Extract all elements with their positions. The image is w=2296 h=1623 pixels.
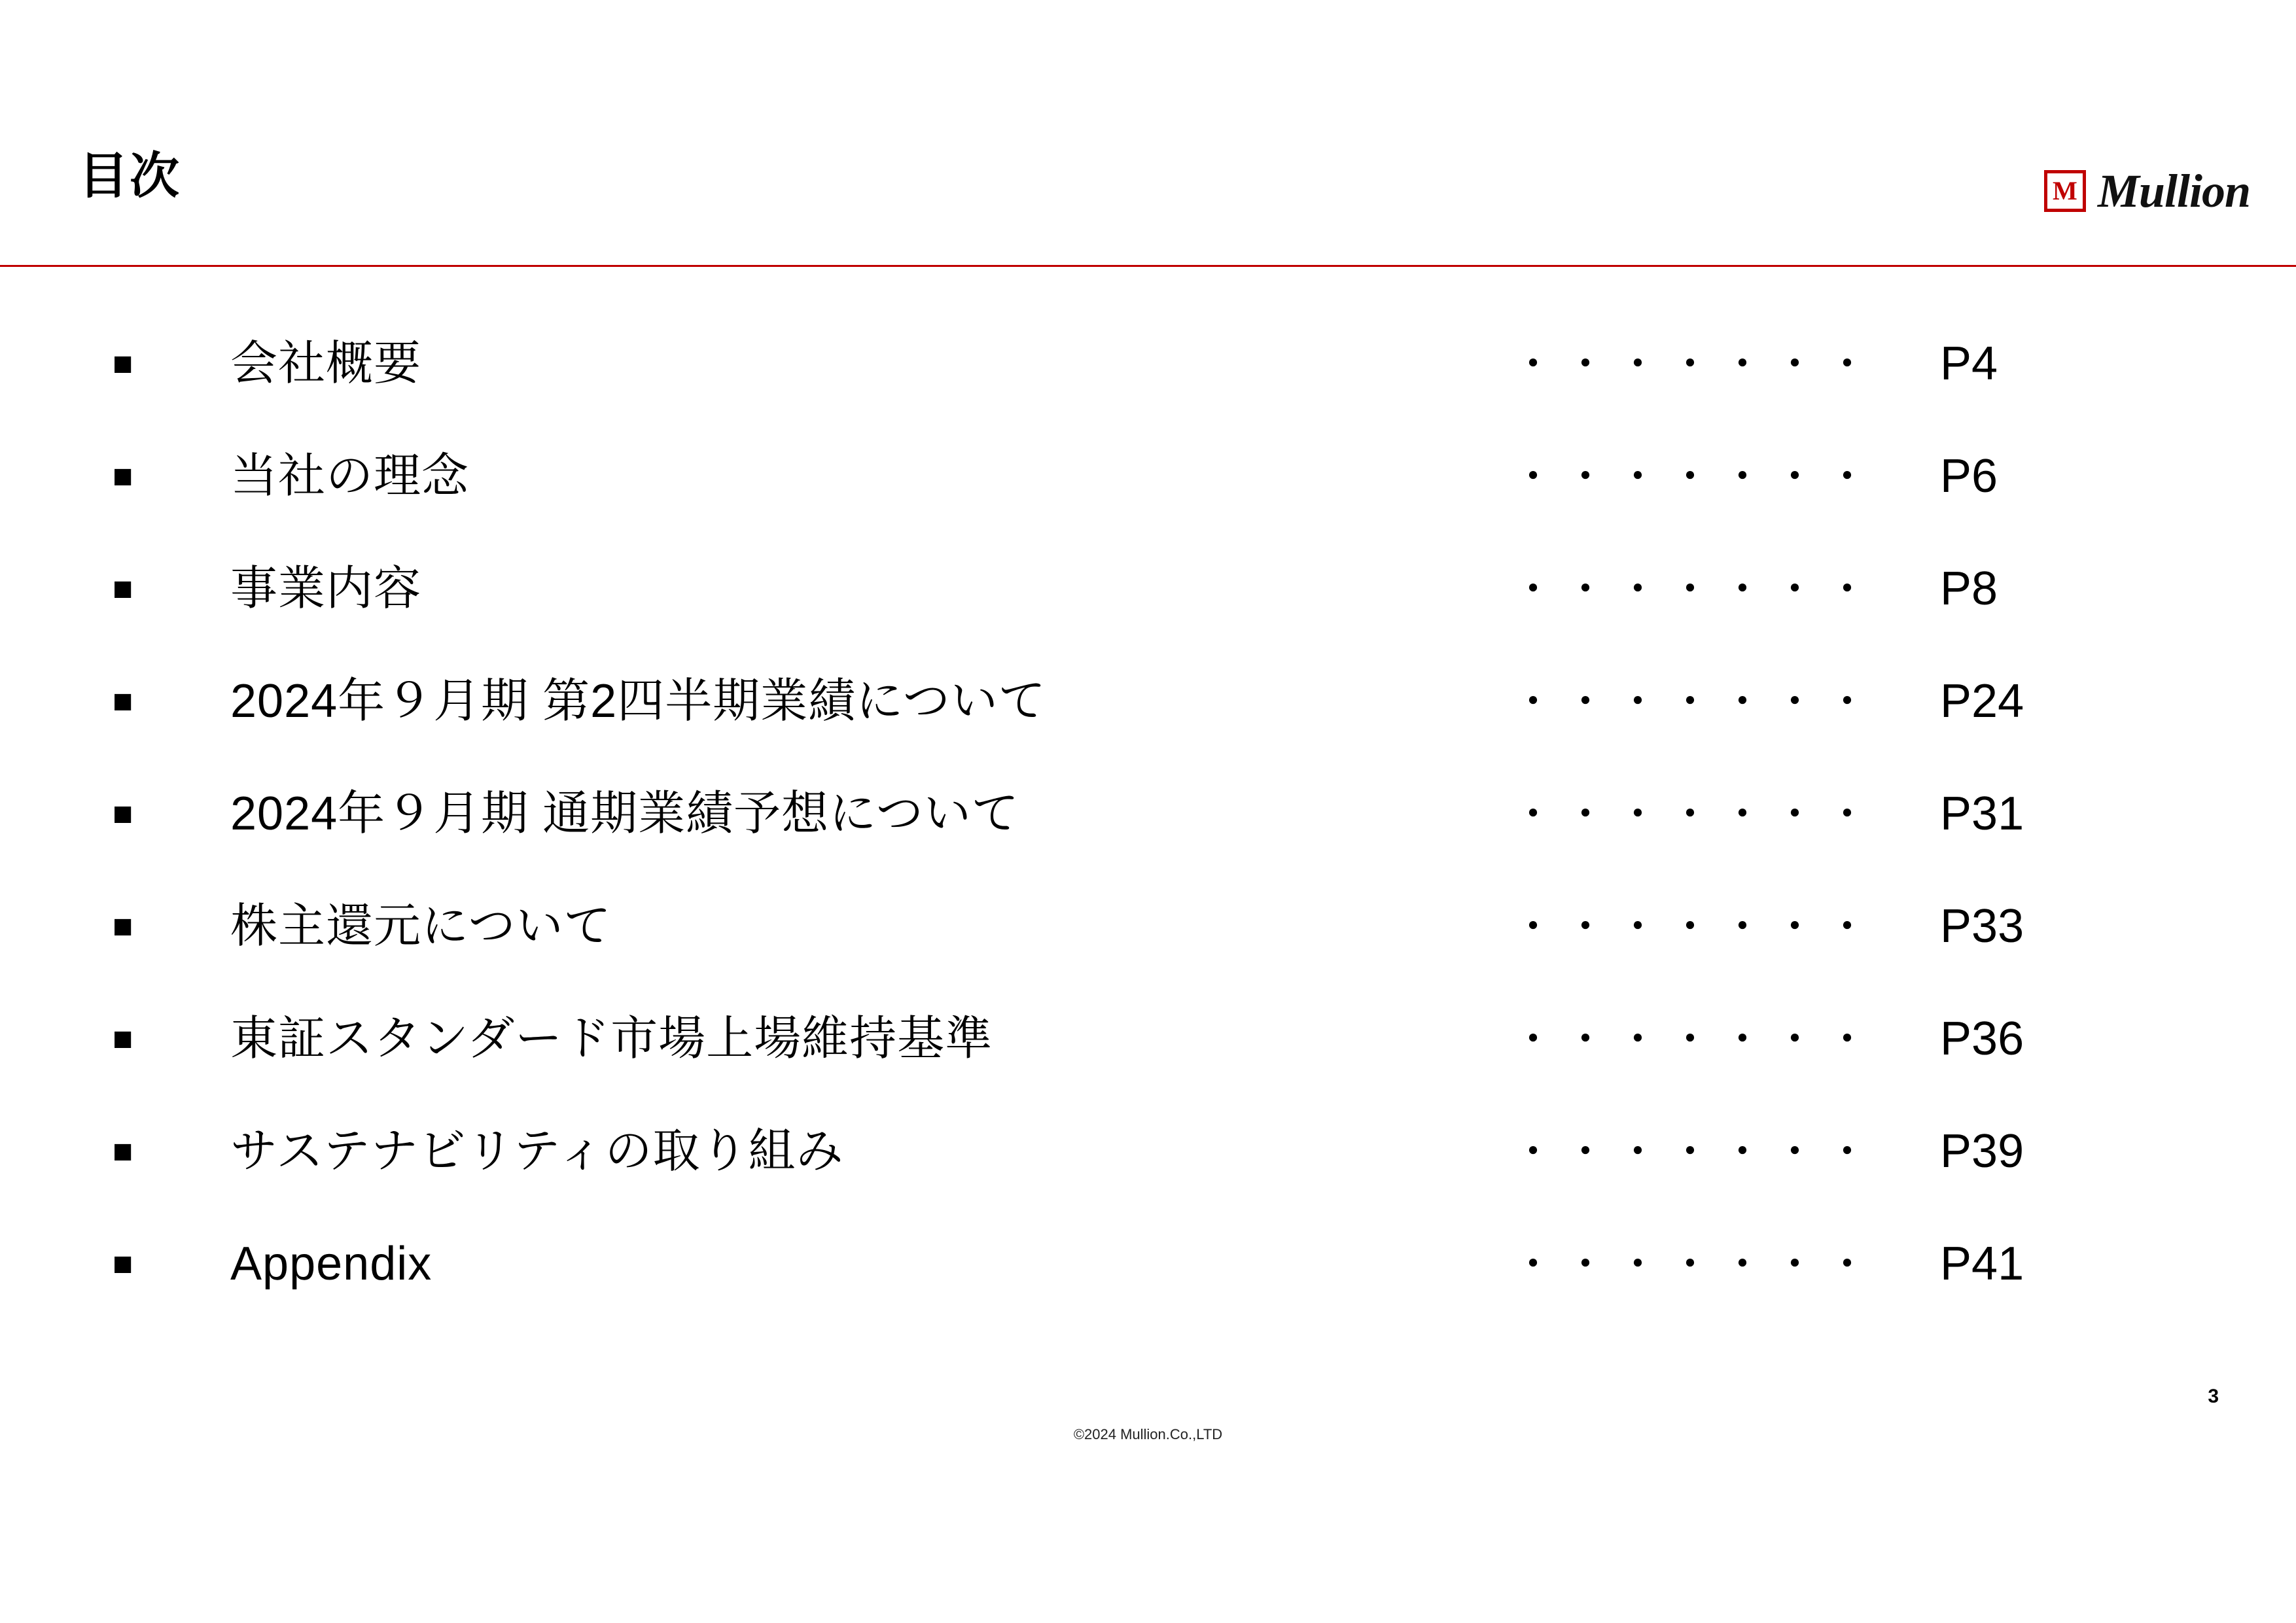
toc-leader-dots: ・・・・・・・	[1511, 677, 1878, 725]
bullet-square-icon: ■	[113, 1020, 133, 1058]
toc-leader-dots: ・・・・・・・	[1511, 902, 1878, 951]
toc-item-sustainability[interactable]	[0, 1095, 2296, 1208]
toc-item-full-year-forecast[interactable]	[0, 758, 2296, 870]
toc-item-label: 2024年９月期 通期業績予想について	[230, 788, 1019, 840]
toc-item-label: Appendix	[230, 1238, 433, 1290]
toc-item-listing-criteria[interactable]	[0, 983, 2296, 1095]
bullet-square-icon: ■	[113, 345, 133, 383]
toc-item-label: サステナビリティの取り組み	[230, 1125, 844, 1178]
toc-leader-dots: ・・・・・・・	[1511, 340, 1878, 388]
toc-leader-dots: ・・・・・・・	[1511, 790, 1878, 838]
toc-item-q2-results[interactable]	[0, 645, 2296, 758]
page-title: 目次	[79, 148, 181, 204]
toc-item-page: P4	[1940, 338, 1998, 390]
toc-item-company-overview[interactable]	[0, 307, 2296, 420]
bullet-square-icon: ■	[113, 570, 133, 608]
toc-item-label: 当社の理念	[230, 450, 470, 502]
logo-wordmark: Mullion	[2097, 165, 2250, 217]
toc-item-label: 2024年９月期 第2四半期業績について	[230, 675, 1046, 727]
toc-item-page: P8	[1940, 563, 1998, 615]
toc-item-page: P24	[1940, 675, 2024, 727]
slide-header	[0, 0, 2296, 268]
toc-item-page: P31	[1940, 788, 2024, 840]
toc-item-page: P6	[1940, 450, 1998, 502]
toc-item-page: P39	[1940, 1125, 2024, 1178]
toc-item-business[interactable]	[0, 532, 2296, 645]
toc-leader-dots: ・・・・・・・	[1511, 1240, 1878, 1288]
toc-item-label: 会社概要	[230, 338, 422, 390]
toc-item-philosophy[interactable]	[0, 420, 2296, 532]
logo-mark-letter: M	[2052, 176, 2077, 205]
toc-leader-dots: ・・・・・・・	[1511, 565, 1878, 613]
toc-leader-dots: ・・・・・・・	[1511, 1127, 1878, 1176]
toc-item-label: 株主還元について	[230, 900, 612, 952]
logo-mark-icon	[2044, 170, 2086, 212]
bullet-square-icon: ■	[113, 1132, 133, 1170]
bullet-square-icon: ■	[113, 1245, 133, 1283]
company-logo	[2044, 167, 2250, 215]
bullet-square-icon: ■	[113, 682, 133, 720]
toc-item-page: P41	[1940, 1238, 2024, 1290]
toc-leader-dots: ・・・・・・・	[1511, 452, 1878, 500]
bullet-square-icon: ■	[113, 457, 133, 495]
toc-item-label: 事業内容	[230, 563, 422, 615]
toc-item-appendix[interactable]	[0, 1208, 2296, 1320]
table-of-contents	[0, 307, 2296, 1320]
copyright-notice: ©2024 Mullion.Co.,LTD	[1073, 1426, 1223, 1442]
toc-item-page: P33	[1940, 900, 2024, 952]
slide-page-number: 3	[2208, 1386, 2219, 1407]
bullet-square-icon: ■	[113, 795, 133, 833]
toc-item-page: P36	[1940, 1013, 2024, 1065]
toc-item-label: 東証スタンダード市場上場維持基準	[230, 1013, 993, 1065]
toc-leader-dots: ・・・・・・・	[1511, 1015, 1878, 1063]
toc-item-shareholder-returns[interactable]	[0, 870, 2296, 983]
bullet-square-icon: ■	[113, 907, 133, 945]
header-divider	[0, 265, 2296, 267]
